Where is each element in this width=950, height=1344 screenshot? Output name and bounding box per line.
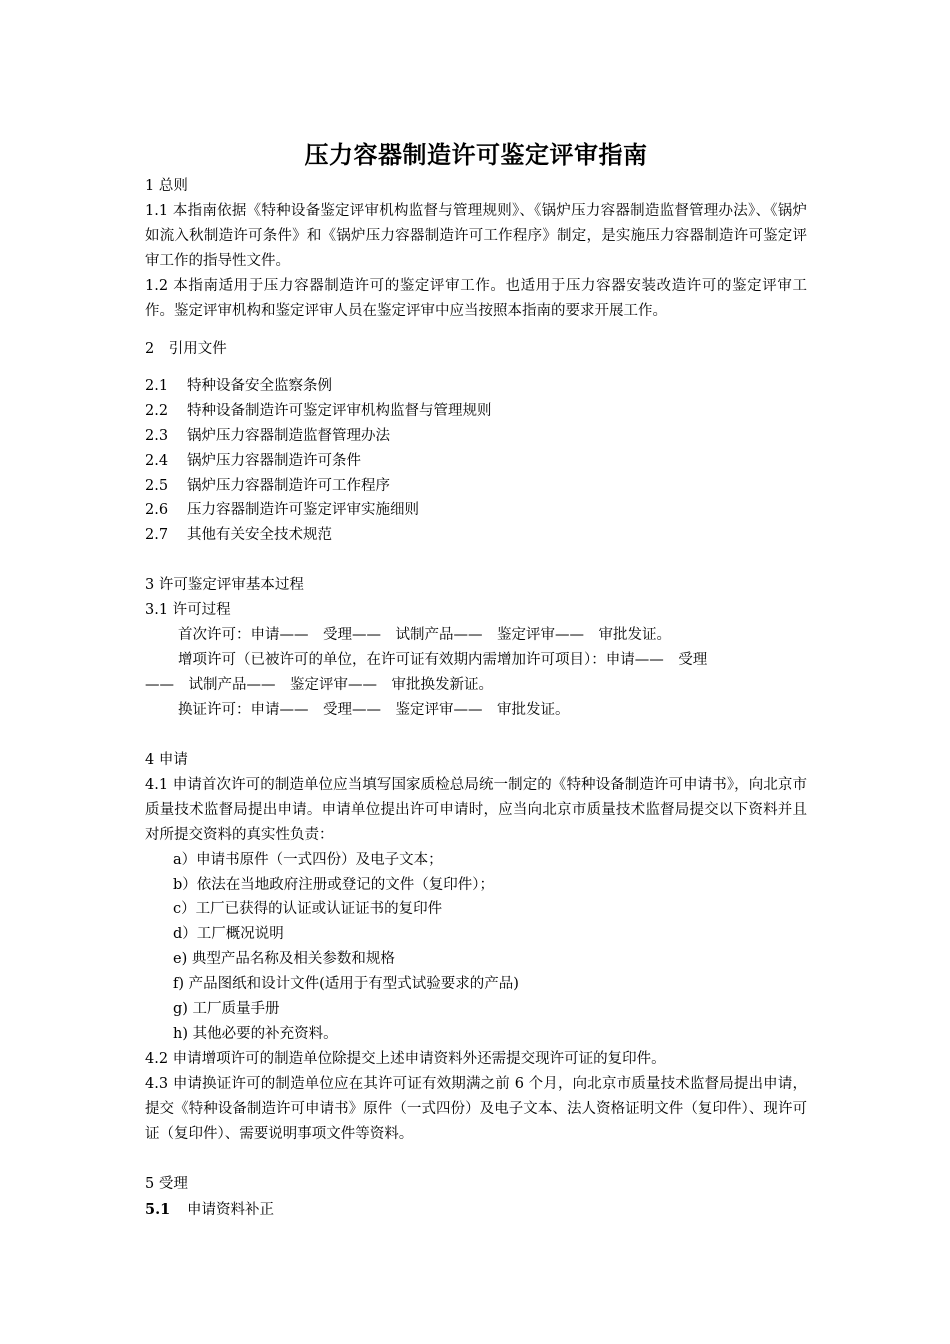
list-item: 2.7 其他有关安全技术规范 (145, 527, 332, 543)
paragraph-1-1: 1.1 本指南依据《特种设备鉴定评审机构监督与管理规则》、《锅炉压力容器制造监督管理办法》、《锅炉如流入秋制造许可条件》和《锅炉压力容器制造许可工作程序》制定，是实施压力容器制造许可鉴定评审工作的指导性文件。 (145, 203, 807, 269)
list-item: c）工厂已获得的认证或认证证书的复印件 (173, 901, 443, 917)
list-item: 2.3 锅炉压力容器制造监督管理办法 (145, 428, 390, 444)
paragraph-4-3: 4.3 申请换证许可的制造单位应在其许可证有效期满之前 6 个月，向北京市质量技术监督局提出申请，提交《特种设备制造许可申请书》原件（一式四份）及电子文本、法人资格证明文件（复印件）、现许可证（复印件）、需要说明事项文件等资料。 (145, 1076, 807, 1142)
list-item: d）工厂概况说明 (173, 926, 284, 942)
list-item: b）依法在当地政府注册或登记的文件（复印件）； (173, 877, 495, 893)
list-item: 2.1 特种设备安全监察条例 (145, 378, 332, 394)
section-3-1-heading: 3.1 许可过程 (145, 602, 231, 618)
section-5-heading: 5 受理 (145, 1176, 188, 1192)
paragraph-1-2: 1.2 本指南适用于压力容器制造许可的鉴定评审工作。也适用于压力容器安装改造许可的鉴定评审工作。鉴定评审机构和鉴定评审人员在鉴定评审中应当按照本指南的要求开展工作。 (145, 278, 807, 319)
section-3-heading: 3 许可鉴定评审基本过程 (145, 577, 304, 593)
paragraph-4-2: 4.2 申请增项许可的制造单位除提交上述申请资料外还需提交现许可证的复印件。 (145, 1051, 666, 1067)
list-item: 2.4 锅炉压力容器制造许可条件 (145, 453, 361, 469)
process-add-permit-line2: —— 试制产品—— 鉴定评审—— 审批换发新证。 (145, 677, 493, 693)
list-item: h) 其他必要的补充资料。 (173, 1026, 338, 1042)
paragraph-4-1: 4.1 申请首次许可的制造单位应当填写国家质检总局统一制定的《特种设备制造许可申请书》，向北京市质量技术监督局提出申请。申请单位提出许可申请时，应当向北京市质量技术监督局提交以下资料并且对所提交资料的真实性负责： (145, 777, 807, 843)
section-1-heading: 1 总则 (145, 178, 188, 194)
process-renew-permit: 换证许可：申请—— 受理—— 鉴定评审—— 审批发证。 (178, 702, 570, 718)
list-item: a）申请书原件（一式四份）及电子文本； (173, 852, 443, 868)
document-title: 压力容器制造许可鉴定评审指南 (304, 141, 648, 169)
list-item: g) 工厂质量手册 (173, 1001, 280, 1017)
section-4-heading: 4 申请 (145, 752, 188, 768)
section-5-1-heading: 5.1 申请资料补正 (145, 1201, 274, 1218)
list-item: 2.2 特种设备制造许可鉴定评审机构监督与管理规则 (145, 403, 492, 419)
list-item: f) 产品图纸和设计文件(适用于有型式试验要求的产品) (173, 976, 519, 992)
list-item: e) 典型产品名称及相关参数和规格 (173, 951, 395, 967)
list-item: 2.6 压力容器制造许可鉴定评审实施细则 (145, 502, 419, 518)
process-add-permit-line1: 增项许可（已被许可的单位，在许可证有效期内需增加许可项目）：申请—— 受理 (178, 652, 708, 668)
list-item: 2.5 锅炉压力容器制造许可工作程序 (145, 478, 390, 494)
section-2-heading: 2 引用文件 (145, 341, 227, 357)
process-first-permit: 首次许可：申请—— 受理—— 试制产品—— 鉴定评审—— 审批发证。 (178, 627, 671, 643)
